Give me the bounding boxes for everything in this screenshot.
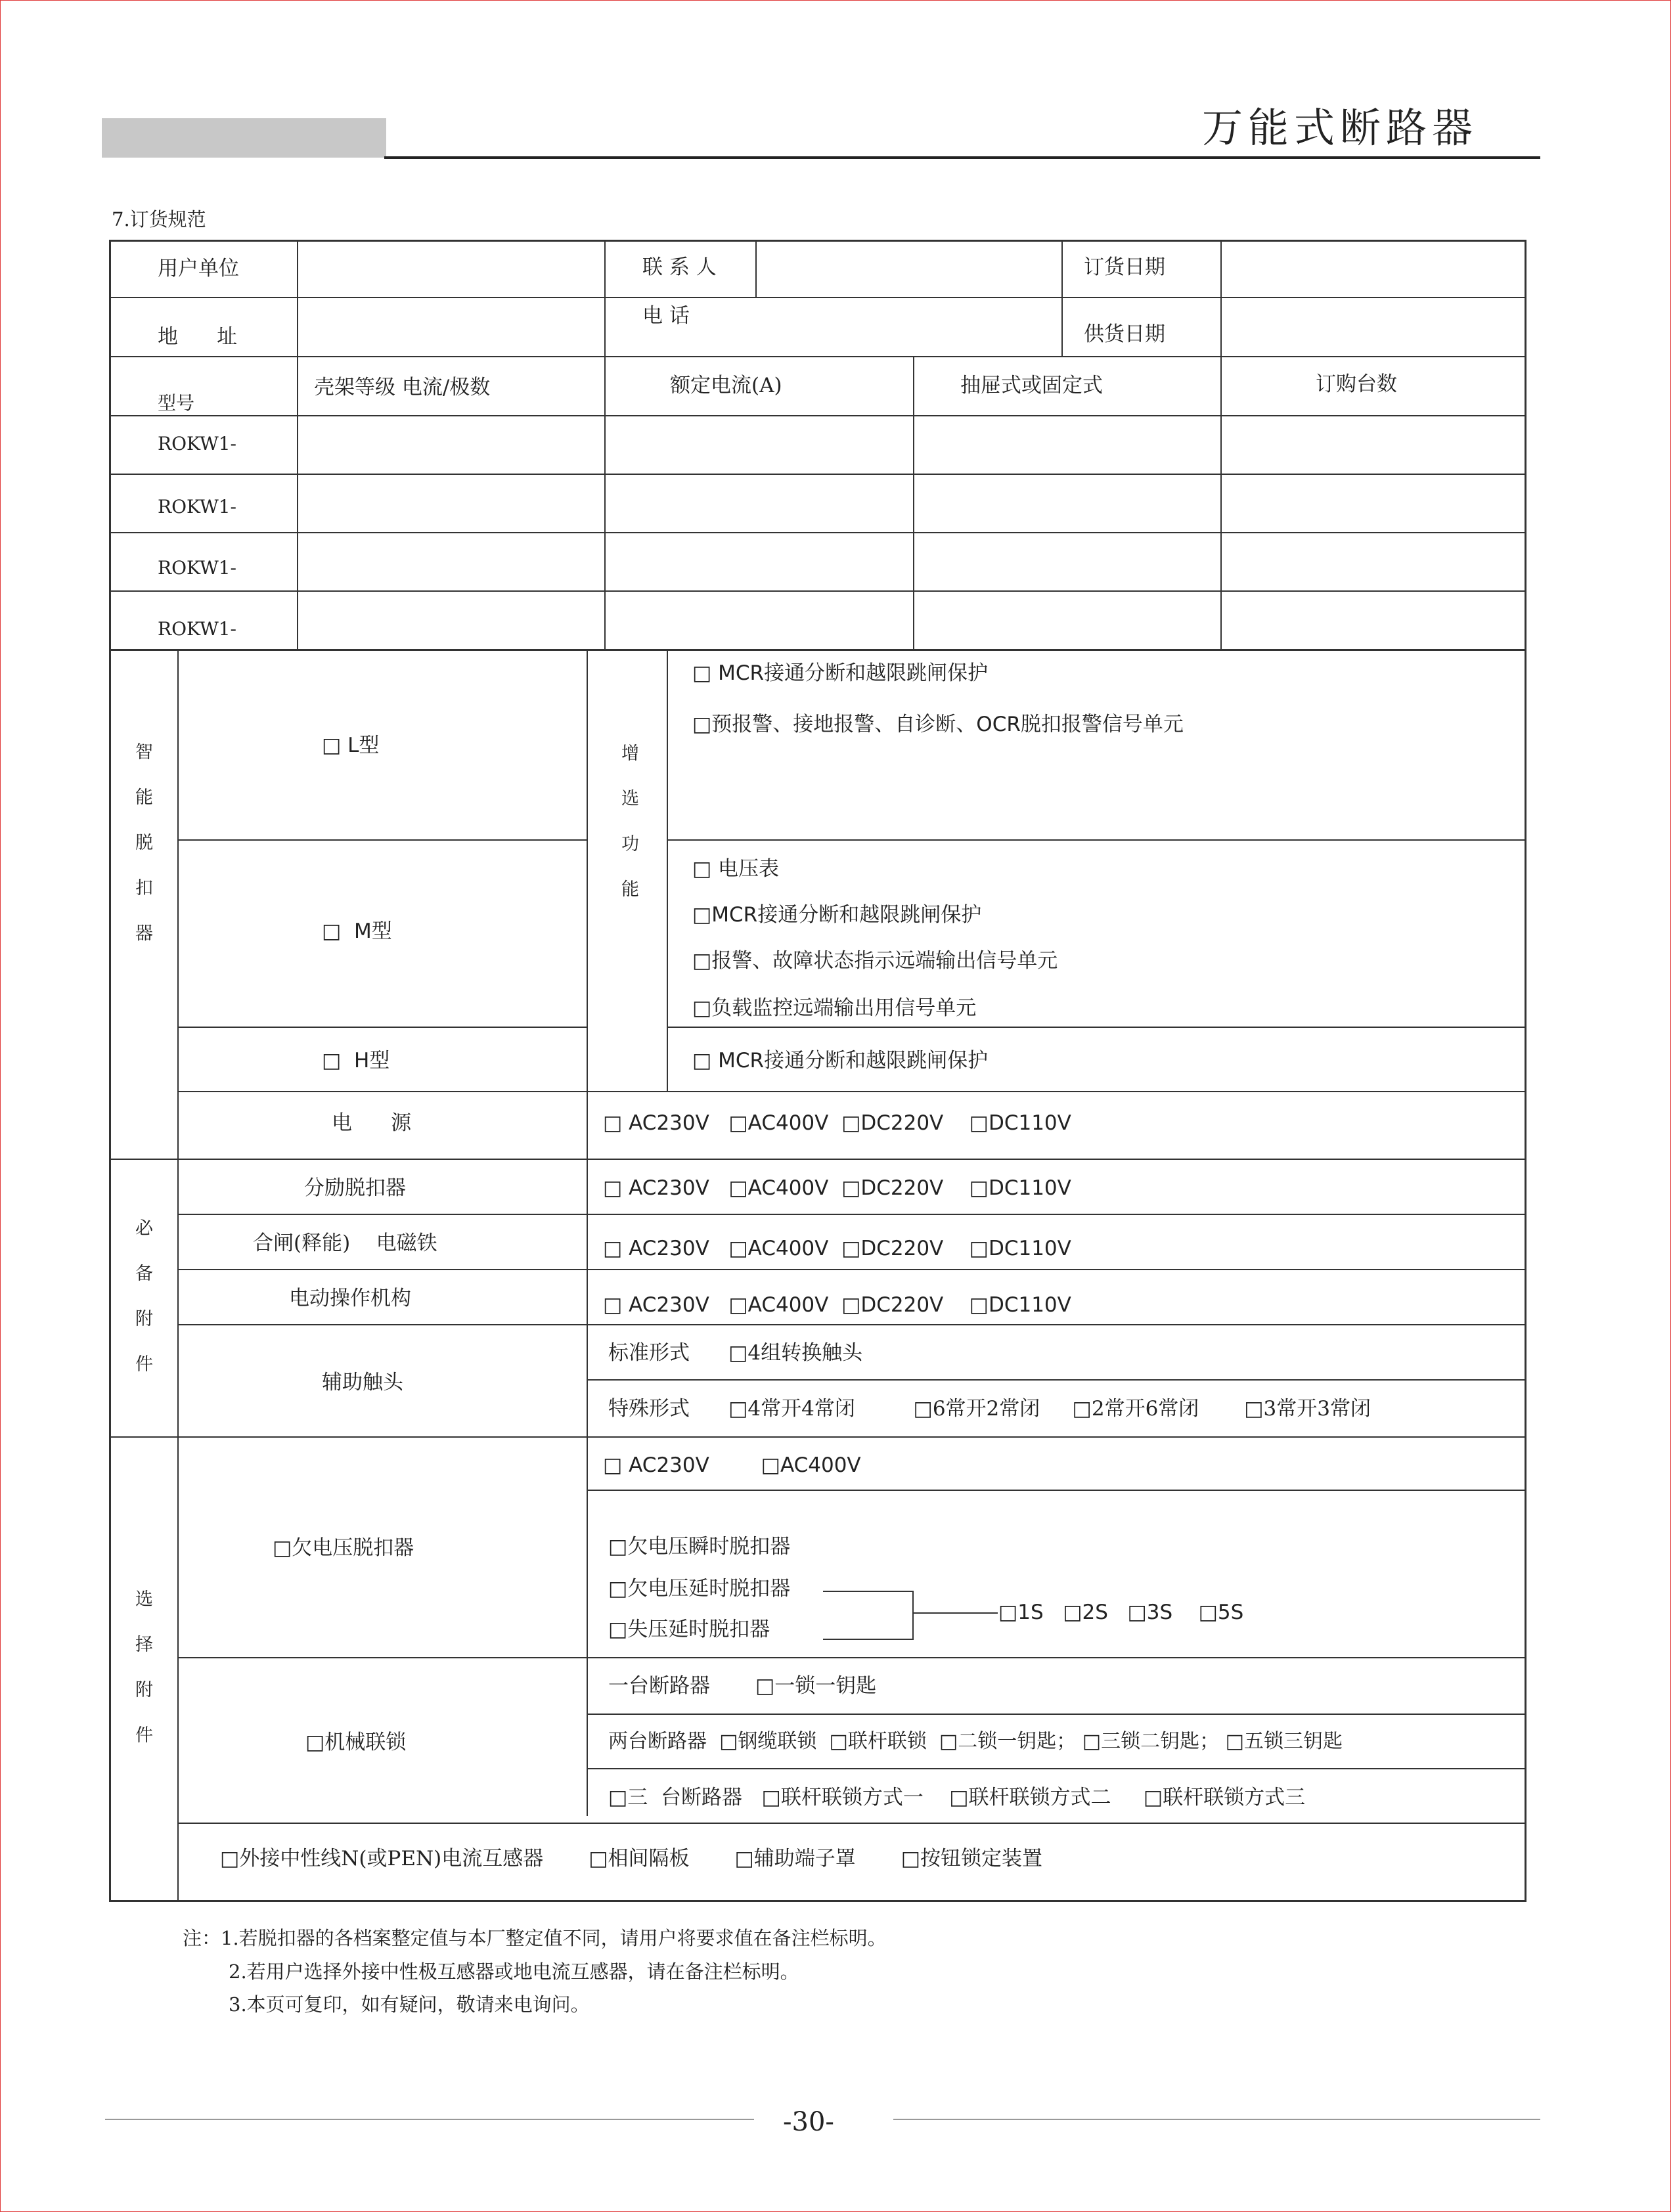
closing-magnet-label: 合闸(释能) 电磁铁	[253, 1231, 437, 1255]
mechanical-interlock-label: □机械联锁	[305, 1731, 407, 1754]
h-option-1: □ MCR接通分断和越限跳闸保护	[692, 1049, 989, 1073]
delay-time-options: □1S □2S □3S □5S	[998, 1601, 1244, 1624]
page-number: -30-	[783, 2107, 834, 2137]
page-title: 万能式断路器	[1202, 104, 1479, 152]
note-3: 3.本页可复印，如有疑问，敬请来电询问。	[229, 1993, 590, 2016]
motor-operator-label: 电动操作机构	[289, 1287, 411, 1310]
aux-contact-standard: 标准形式 □4组转换触头	[608, 1341, 863, 1365]
required-accessories-label: 必备附件	[132, 1218, 152, 1400]
uv-delay-option: □欠电压延时脱扣器	[608, 1577, 791, 1601]
note-1: 注：1.若脱扣器的各档案整定值与本厂整定值不同，请用户将要求值在备注栏标明。	[183, 1927, 887, 1949]
interlock-one-breaker: 一台断路器 □一锁一钥匙	[608, 1674, 877, 1698]
address-label: 地 址	[158, 325, 238, 349]
aux-contact-special: 特殊形式 □4常开4常闭 □6常开2常闭 □2常开6常闭 □3常开3常闭	[608, 1397, 1371, 1421]
power-supply-options: □ AC230V □AC400V □DC220V □DC110V	[603, 1111, 1071, 1135]
shunt-release-label: 分励脱扣器	[304, 1176, 406, 1200]
no-volt-delay-option: □失压延时脱扣器	[608, 1618, 770, 1641]
motor-operator-options: □ AC230V □AC400V □DC220V □DC110V	[603, 1293, 1071, 1317]
type-h-option: □ H型	[322, 1049, 390, 1073]
model-label: 型号	[158, 392, 195, 414]
section-title: 7.订货规范	[112, 208, 206, 231]
m-option-1: □ 电压表	[692, 857, 780, 881]
order-date-label: 订货日期	[1084, 255, 1165, 279]
rated-current-label: 额定电流(A)	[670, 374, 782, 397]
header-tab-decoration	[102, 118, 386, 158]
l-option-1: □ MCR接通分断和越限跳闸保护	[692, 661, 989, 685]
undervoltage-voltage-options: □ AC230V □AC400V	[603, 1453, 861, 1477]
model-row-1: ROKW1-	[158, 433, 237, 454]
model-row-4: ROKW1-	[158, 618, 237, 640]
model-row-3: ROKW1-	[158, 557, 237, 579]
contact-label: 联 系 人	[642, 255, 717, 279]
optional-accessories-label: 选择附件	[132, 1589, 152, 1771]
l-option-2: □预报警、接地报警、自诊断、OCR脱扣报警信号单元	[692, 713, 1184, 736]
uv-instant-option: □欠电压瞬时脱扣器	[608, 1535, 791, 1559]
interlock-two-breakers: 两台断路器 □钢缆联锁 □联杆联锁 □二锁一钥匙； □三锁二钥匙； □五锁三钥匙	[608, 1730, 1343, 1753]
m-option-4: □负载监控远端输出用信号单元	[692, 996, 977, 1020]
order-qty-label: 订购台数	[1316, 372, 1397, 396]
smart-trip-unit-label: 智能脱扣器	[132, 742, 152, 969]
header-rule	[384, 156, 1540, 159]
footer-rule-left	[105, 2119, 754, 2120]
supply-date-label: 供货日期	[1084, 322, 1165, 346]
interlock-three-breakers: □三 台断路器 □联杆联锁方式一 □联杆联锁方式二 □联杆联锁方式三	[608, 1786, 1306, 1809]
frame-current-label: 壳架等级 电流/极数	[314, 376, 491, 399]
extra-accessories-options: □外接中性线N(或PEN)电流互感器 □相间隔板 □辅助端子罩 □按钮锁定装置	[220, 1847, 1043, 1870]
mount-type-label: 抽屉式或固定式	[960, 374, 1103, 397]
note-2: 2.若用户选择外接中性极互感器或地电流互感器，请在备注栏标明。	[229, 1960, 799, 1983]
model-row-2: ROKW1-	[158, 496, 237, 518]
optional-function-label: 增选功能	[618, 743, 638, 925]
m-option-3: □报警、故障状态指示远端输出信号单元	[692, 949, 1058, 973]
user-unit-label: 用户单位	[158, 257, 239, 280]
type-m-option: □ M型	[322, 919, 392, 943]
shunt-release-options: □ AC230V □AC400V □DC220V □DC110V	[603, 1176, 1071, 1200]
closing-magnet-options: □ AC230V □AC400V □DC220V □DC110V	[603, 1237, 1071, 1260]
m-option-2: □MCR接通分断和越限跳闸保护	[692, 903, 982, 927]
aux-contact-label: 辅助触头	[322, 1371, 403, 1394]
footer-rule-right	[893, 2119, 1540, 2120]
type-l-option: □ L型	[322, 734, 380, 757]
phone-label: 电 话	[642, 304, 690, 328]
undervoltage-release-label: □欠电压脱扣器	[273, 1536, 414, 1560]
power-supply-label: 电 源	[332, 1111, 412, 1135]
